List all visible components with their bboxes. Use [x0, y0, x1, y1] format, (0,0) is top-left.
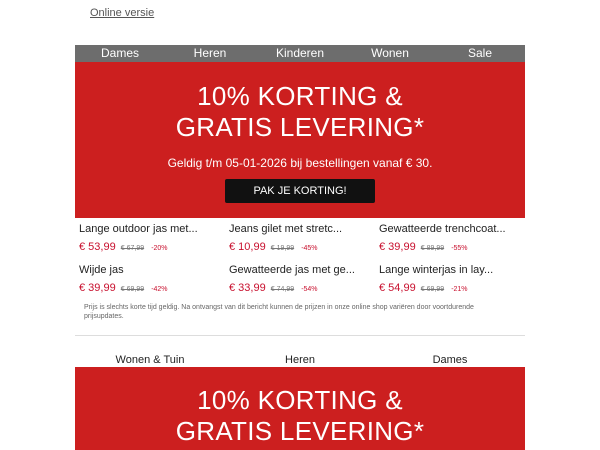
product-name: Gewatteerde jas met ge... [229, 264, 355, 276]
current-price: € 10,99 [229, 241, 266, 253]
promo-title-line1: 10% KORTING & [197, 81, 403, 111]
section-divider [75, 335, 525, 336]
discount-badge: -21% [451, 286, 468, 293]
price-row [79, 282, 225, 294]
product-card[interactable] [375, 261, 525, 299]
nav2-item-dames[interactable]: Dames [432, 354, 468, 366]
secondary-category-nav [75, 353, 525, 367]
discount-badge: -45% [301, 245, 318, 252]
price-row [229, 282, 375, 294]
product-card[interactable] [75, 220, 225, 258]
product-name: Jeans gilet met stretc... [229, 223, 343, 235]
nav-item-sale[interactable]: Sale [467, 46, 493, 60]
old-price: € 69,99 [420, 286, 445, 293]
product-card[interactable] [225, 261, 375, 299]
discount-badge: -55% [451, 245, 468, 252]
product-name: Lange winterjas in lay... [379, 264, 494, 276]
price-row [229, 241, 375, 253]
online-version-link[interactable]: Online versie [90, 7, 155, 19]
promo-title [75, 367, 525, 447]
product-grid [75, 220, 525, 299]
promo-banner-secondary[interactable] [75, 367, 525, 450]
discount-badge: -20% [151, 245, 168, 252]
nav-item-kinderen[interactable]: Kinderen [275, 46, 325, 60]
category-nav [75, 45, 525, 62]
product-card[interactable] [225, 220, 375, 258]
promo-title-line1: 10% KORTING & [197, 385, 403, 415]
old-price: € 69,99 [120, 286, 145, 293]
discount-badge: -42% [151, 286, 168, 293]
product-name: Lange outdoor jas met... [79, 223, 198, 235]
discount-badge: -54% [301, 286, 318, 293]
nav2-item-heren[interactable]: Heren [285, 354, 315, 366]
promo-banner[interactable] [75, 62, 525, 218]
promo-title-line2: GRATIS LEVERING* [175, 112, 425, 142]
promo-title [75, 62, 525, 143]
current-price: € 33,99 [229, 282, 266, 294]
price-row [379, 282, 525, 294]
current-price: € 39,99 [79, 282, 116, 294]
product-card[interactable] [75, 261, 225, 299]
nav2-item-wonen-tuin[interactable]: Wonen & Tuin [115, 354, 185, 366]
old-price: € 19,99 [270, 245, 295, 252]
product-name: Wijde jas [79, 264, 124, 276]
nav-item-heren[interactable]: Heren [193, 46, 227, 60]
nav-item-wonen[interactable]: Wonen [371, 46, 409, 60]
nav-item-dames[interactable]: Dames [100, 46, 139, 60]
product-card[interactable] [375, 220, 525, 258]
old-price: € 89,99 [420, 245, 445, 252]
promo-title-line2: GRATIS LEVERING* [175, 416, 425, 446]
promo-subtitle: Geldig t/m 05-01-2026 bij bestellingen vanaf € 30. [167, 156, 433, 170]
claim-discount-button[interactable]: PAK JE KORTING! [225, 179, 375, 203]
current-price: € 39,99 [379, 241, 416, 253]
price-row [79, 241, 225, 253]
price-row [379, 241, 525, 253]
current-price: € 54,99 [379, 282, 416, 294]
product-name: Gewatteerde trenchcoat... [379, 223, 506, 235]
old-price: € 74,99 [270, 286, 295, 293]
price-disclaimer: Prijs is slechts korte tijd geldig. Na ontvangst van dit bericht kunnen de prijzen in onze online shop variëren door voortdurende prijsupdates. [84, 304, 474, 320]
old-price: € 67,99 [120, 245, 145, 252]
current-price: € 53,99 [79, 241, 116, 253]
